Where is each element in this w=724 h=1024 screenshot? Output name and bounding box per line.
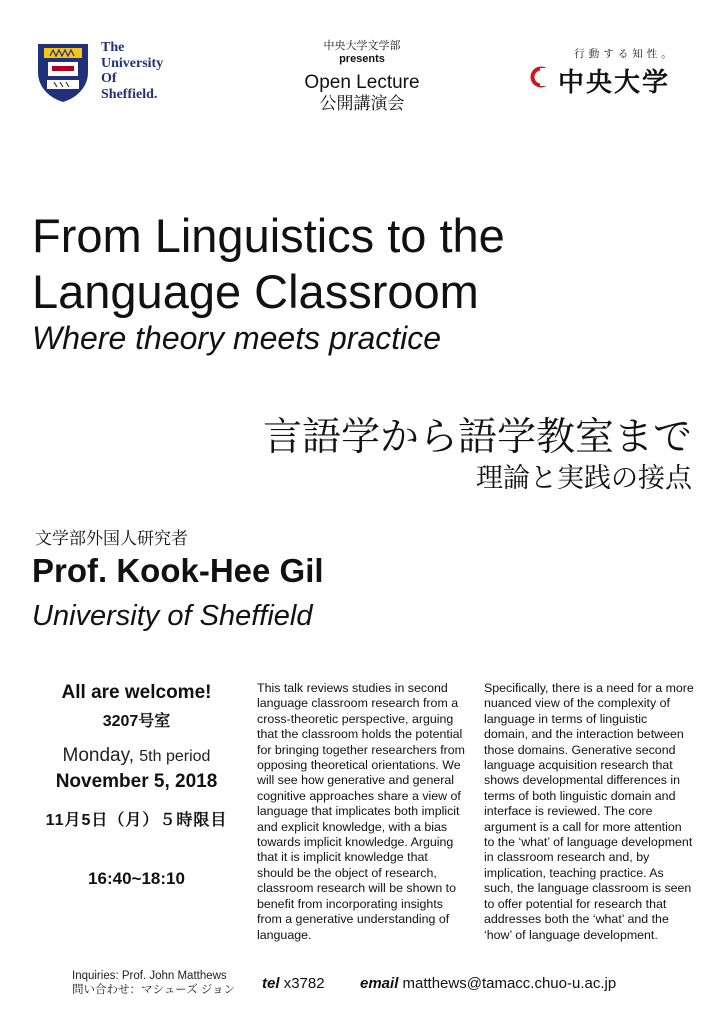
lecture-title-ja: [263, 415, 692, 495]
event-date: November 5, 2018: [55, 771, 218, 792]
presenter: 中央大学文学部: [323, 40, 401, 52]
abstract-column-2: Specifically, there is a need for a more nuanced view of the complexity of language in terms of linguistic domain, and the interaction between those domains. Generative second language acquisition research that shows developmental differences in terms of both linguistic domain and interface is reviewed. The core argument is a call for more attention to the ‘what’ of language development in classroom research and, by implication, teaching practice. As such, the language classroom is seen to offer potential for research that addresses both the ‘what’ and the ‘how’ of language development.: [484, 681, 694, 942]
email-contact: [360, 975, 616, 992]
lecture-type-en: Open Lecture: [304, 72, 420, 93]
event-info: [34, 680, 239, 891]
inquiry-contact: [72, 969, 235, 997]
title-line-1: From Linguistics to the: [32, 209, 505, 262]
sheffield-word: The: [101, 40, 125, 55]
chuo-mark-icon: [530, 66, 552, 88]
chuo-name: 中央大学: [558, 67, 671, 97]
abstract-column-1: This talk reviews studies in second language classroom research from a cross-theoretic perspective, arguing that the classroom holds the potential for bringing together researchers from opposing theoretical orientations. We will see how generative and general cognitive approaches share a view of language that implicates both implicit and explicit knowledge, with a bias towards implicit knowledge. Arguing that it is implicit knowledge that should be the object of research, classroom research will be shown to benefit from incorporating insights from a generative understanding of language.: [257, 681, 465, 942]
event-header: [260, 40, 464, 114]
email-value[interactable]: matthews@tamacc.chuo-u.ac.jp: [402, 975, 617, 992]
title-ja-line-1: 言語学から語学教室まで: [262, 416, 692, 459]
speaker-name: Prof. Kook-Hee Gil: [32, 552, 324, 589]
sheffield-wordmark: [101, 40, 211, 102]
tel-label: tel: [262, 975, 280, 992]
sheffield-word: Sheffield.: [101, 86, 158, 102]
event-time: 16:40~18:10: [88, 869, 185, 888]
presents-label: presents: [339, 53, 385, 65]
title-line-2: Language Classroom: [32, 265, 479, 318]
welcome-text: All are welcome!: [61, 682, 212, 703]
sheffield-word: University: [101, 55, 164, 71]
lecture-subtitle: Where theory meets practice: [32, 320, 442, 356]
tel-contact: [262, 975, 325, 992]
period: 5th period: [139, 748, 211, 765]
event-date-ja: 11月5日（月）５時限目: [45, 812, 228, 829]
email-label: email: [360, 975, 399, 992]
day: Monday,: [62, 745, 134, 766]
chuo-tagline: 行動する知性。: [574, 48, 676, 60]
inquiry-en: Inquiries: Prof. John Matthews: [72, 970, 227, 982]
inquiry-ja: 問い合わせ：マシューズ ジョン: [72, 984, 236, 996]
day-period: [34, 744, 239, 769]
room: 3207号室: [102, 713, 171, 730]
title-ja-line-2: 理論と実践の接点: [476, 463, 692, 493]
lecture-type-ja: 公開講演会: [319, 94, 405, 113]
sheffield-crest-logo: [34, 38, 92, 104]
speaker-affiliation: University of Sheffield: [32, 600, 313, 632]
tel-value: x3782: [283, 975, 325, 992]
sheffield-word: Of: [101, 71, 117, 86]
chuo-university-logo: [530, 64, 690, 97]
speaker-role: 文学部外国人研究者: [35, 529, 188, 548]
lecture-title: [32, 208, 692, 320]
